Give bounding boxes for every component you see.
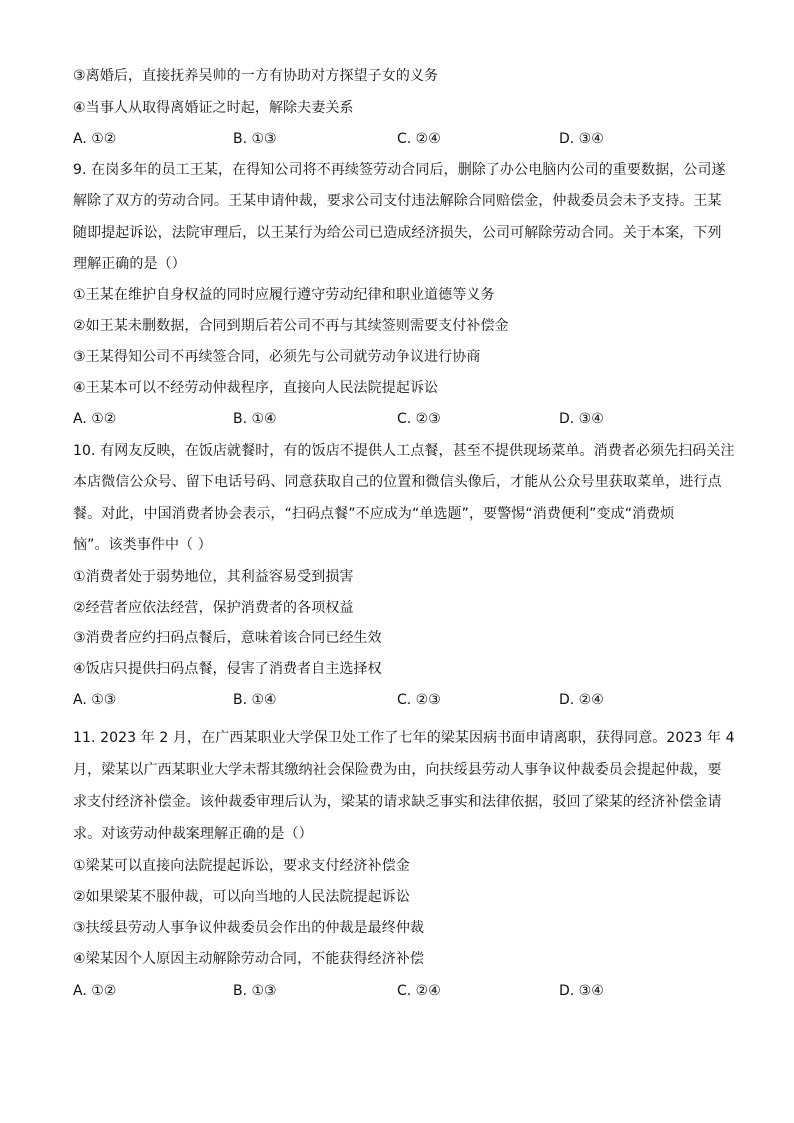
q11-option-b[interactable]: B. ①③ bbox=[233, 983, 277, 999]
prev-question-statement-3: ③离婚后，直接抚养吴帅的一方有协助对方探望子女的义务 bbox=[73, 68, 439, 84]
q11-stem-line-2: 月，梁某以广西某职业大学未帮其缴纳社会保险费为由，向扶绥县劳动人事争议仲裁委员会提起仲裁，要 bbox=[73, 762, 722, 778]
prev-question-options bbox=[73, 129, 733, 149]
q11-statement-4: ④梁某因个人原因主动解除劳动合同，不能获得经济补偿 bbox=[73, 951, 425, 967]
q9-option-b[interactable]: B. ①④ bbox=[233, 411, 277, 427]
q9-option-c[interactable]: C. ②③ bbox=[397, 411, 441, 427]
q10-statement-3: ③消费者应约扫码点餐后，意味着该合同已经生效 bbox=[73, 630, 382, 646]
q9-option-a[interactable]: A. ①② bbox=[73, 411, 117, 427]
q10-options bbox=[73, 690, 733, 710]
q9-option-d[interactable]: D. ③④ bbox=[559, 411, 604, 427]
prev-question-statement-4: ④当事人从取得离婚证之时起，解除夫妻关系 bbox=[73, 100, 354, 116]
q11-option-a[interactable]: A. ①② bbox=[73, 983, 117, 999]
q11-option-c[interactable]: C. ②④ bbox=[397, 983, 441, 999]
q11-statement-3: ③扶绥县劳动人事争议仲裁委员会作出的仲裁是最终仲裁 bbox=[73, 920, 425, 936]
prev-option-a[interactable]: A. ①② bbox=[73, 131, 117, 147]
q11-options bbox=[73, 981, 733, 1001]
prev-option-c[interactable]: C. ②④ bbox=[397, 131, 441, 147]
prev-option-b[interactable]: B. ①③ bbox=[233, 131, 277, 147]
q10-stem-line-3: 餐。对此，中国消费者协会表示，“扫码点餐”不应成为“单选题”，要警惕“消费便利”变成“消费烦 bbox=[73, 506, 675, 522]
q10-option-a[interactable]: A. ①③ bbox=[73, 692, 117, 708]
q9-stem-line-2: 解除了双方的劳动合同。王某申请仲裁，要求公司支付违法解除合同赔偿金，仲裁委员会未予支持。王某 bbox=[73, 193, 722, 209]
q9-stem-line-3: 随即提起诉讼，法院审理后，以王某行为给公司已造成经济损失，公司可解除劳动合同。关于本案，下列 bbox=[73, 225, 722, 241]
q10-stem-line-2: 本店微信公众号、留下电话号码、同意获取自己的位置和微信头像后，才能从公众号里获取菜单，进行点 bbox=[73, 474, 722, 490]
q9-stem-line-1: 9. 在岗多年的员工王某，在得知公司将不再续签劳动合同后，删除了办公电脑内公司的重要数据，公司遂 bbox=[73, 162, 726, 178]
q9-statement-4: ④王某本可以不经劳动仲裁程序，直接向人民法院提起诉讼 bbox=[73, 380, 439, 396]
q10-option-d[interactable]: D. ②④ bbox=[559, 692, 604, 708]
q10-statement-4: ④饭店只提供扫码点餐，侵害了消费者自主选择权 bbox=[73, 661, 382, 677]
q10-option-c[interactable]: C. ②③ bbox=[397, 692, 441, 708]
q10-stem-line-4: 恼”。该类事件中（ ） bbox=[73, 537, 212, 553]
q9-statement-3: ③王某得知公司不再续签合同，必须先与公司就劳动争议进行协商 bbox=[73, 349, 481, 365]
prev-option-d[interactable]: D. ③④ bbox=[559, 131, 604, 147]
q11-stem-line-3: 求支付经济补偿金。该仲裁委审理后认为，梁某的请求缺乏事实和法律依据，驳回了梁某的经济补偿金请 bbox=[73, 794, 722, 810]
q9-stem-line-4: 理解正确的是（） bbox=[73, 256, 186, 272]
q10-option-b[interactable]: B. ①④ bbox=[233, 692, 277, 708]
q9-statement-2: ②如王某未删数据，合同到期后若公司不再与其续签则需要支付补偿金 bbox=[73, 318, 509, 334]
q10-statement-2: ②经营者应依法经营，保护消费者的各项权益 bbox=[73, 600, 354, 616]
q11-statement-1: ①梁某可以直接向法院提起诉讼，要求支付经济补偿金 bbox=[73, 858, 410, 874]
q11-stem-line-4: 求。对该劳动仲裁案理解正确的是（） bbox=[73, 826, 313, 842]
q10-statement-1: ①消费者处于弱势地位，其利益容易受到损害 bbox=[73, 569, 354, 585]
q11-stem-line-1: 11. 2023 年 2 月，在广西某职业大学保卫处工作了七年的梁某因病书面申请离职，获得同意。2023 年 4 bbox=[73, 730, 735, 746]
q9-statement-1: ①王某在维护自身权益的同时应履行遵守劳动纪律和职业道德等义务 bbox=[73, 287, 495, 303]
q10-stem-line-1: 10. 有网友反映，在饭店就餐时，有的饭店不提供人工点餐，甚至不提供现场菜单。消费者必须先扫码关注 bbox=[73, 443, 735, 459]
q11-statement-2: ②如果梁某不服仲裁，可以向当地的人民法院提起诉讼 bbox=[73, 889, 410, 905]
q11-option-d[interactable]: D. ③④ bbox=[559, 983, 604, 999]
q9-options bbox=[73, 409, 733, 429]
